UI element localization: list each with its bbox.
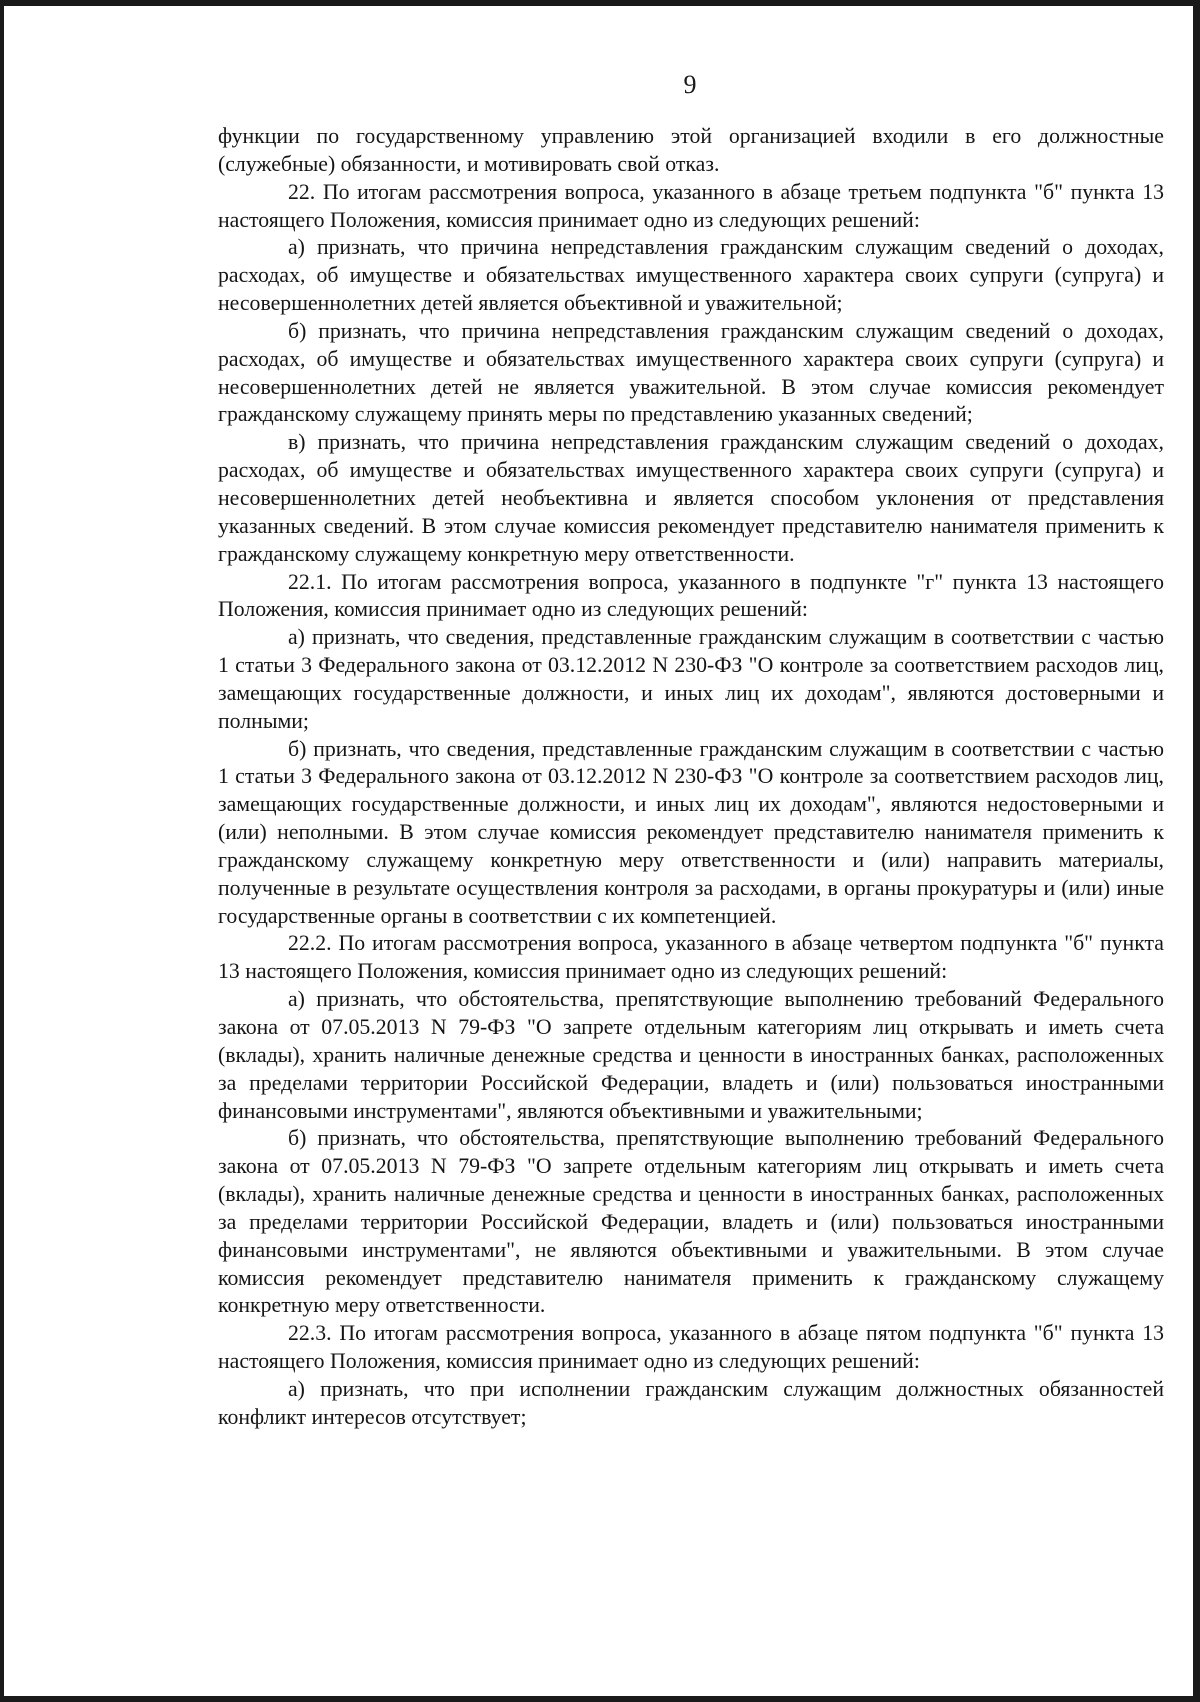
paragraph-clause-22: 22. По итогам рассмотрения вопроса, указанного в абзаце третьем подпункта "б" пункта 13 настоящего Положения, комиссия принимает одно из следующих решений: bbox=[218, 179, 1164, 232]
scan-border-bottom bbox=[0, 1696, 1200, 1702]
paragraph-clause-22-2-b: б) признать, что обстоятельства, препятствующие выполнению требований Федерального закона от 07.05.2013 N 79-ФЗ "О запрете отдельным категориям лиц открывать и иметь счета (вклады), хранить наличные денежные средства и ценности в иностранных банках, расположенных за пределами территории Российской Федерации, владеть и (или) пользоваться иностранными финансовыми инструментами", не являются объективными и уважительными. В этом случае комиссия рекомендует представителю нанимателя применить к гражданскому служащему конкретную меру ответственности. bbox=[218, 1126, 1164, 1318]
paragraph-clause-22-3: 22.3. По итогам рассмотрения вопроса, указанного в абзаце пятом подпункта "б" пункта 13 настоящего Положения, комиссия принимает одно из следующих решений: bbox=[218, 1321, 1164, 1374]
paragraph-clause-22-v: в) признать, что причина непредставления гражданским служащим сведений о доходах, расходах, об имуществе и обязательствах имущественного характера своих супруги (супруга) и несовершеннолетних детей необъективна и является способом уклонения от представления указанных сведений. В этом случае комиссия рекомендует представителю нанимателя применить к гражданскому служащему конкретную меру ответственности. bbox=[218, 430, 1164, 566]
scan-border-top bbox=[0, 0, 1200, 6]
paragraph-clause-22-1: 22.1. По итогам рассмотрения вопроса, указанного в подпункте "г" пункта 13 настоящего Положения, комиссия принимает одно из следующих решений: bbox=[218, 569, 1164, 622]
paragraph-continuation: функции по государственному управлению этой организацией входили в его должностные (служебные) обязанности, и мотивировать свой отказ. bbox=[218, 124, 1164, 176]
paragraph-clause-22-a: а) признать, что причина непредставления гражданским служащим сведений о доходах, расходах, об имуществе и обязательствах имущественного характера своих супруги (супруга) и несовершеннолетних детей является объективной и уважительной; bbox=[218, 235, 1164, 316]
paragraph-clause-22-b: б) признать, что причина непредставления гражданским служащим сведений о доходах, расходах, об имуществе и обязательствах имущественного характера своих супруги (супруга) и несовершеннолетних детей не является уважительной. В этом случае комиссия рекомендует гражданскому служащему принять меры по представлению указанных сведений; bbox=[218, 318, 1164, 427]
paragraph-clause-22-2: 22.2. По итогам рассмотрения вопроса, указанного в абзаце четвертом подпункта "б" пункта 13 настоящего Положения, комиссия принимает одно из следующих решений: bbox=[218, 931, 1164, 984]
page-number: 9 bbox=[683, 70, 697, 99]
paragraph-clause-22-1-b: б) признать, что сведения, представленные гражданским служащим в соответствии с частью 1 статьи 3 Федерального закона от 03.12.2012 N 230-ФЗ "О контроле за соответствием расходов лиц, замещающих государственные должности, и иных лиц их доходам", являются недостоверными и (или) неполными. В этом случае комиссия рекомендует представителю нанимателя применить к гражданскому служащему конкретную меру ответственности и (или) направить материалы, полученные в результате осуществления контроля за расходами, в органы прокуратуры и (или) иные государственные органы в соответствии с их компетенцией. bbox=[218, 736, 1164, 928]
paragraph-clause-22-2-a: а) признать, что обстоятельства, препятствующие выполнению требований Федерального закона от 07.05.2013 N 79-ФЗ "О запрете отдельным категориям лиц открывать и иметь счета (вклады), хранить наличные денежные средства и ценности в иностранных банках, расположенных за пределами территории Российской Федерации, владеть и (или) пользоваться иностранными финансовыми инструментами", являются объективными и уважительными; bbox=[218, 987, 1164, 1123]
scan-border-right bbox=[1193, 0, 1200, 1702]
document-body bbox=[218, 123, 1164, 1432]
scan-border-left bbox=[0, 0, 4, 1702]
paragraph-clause-22-3-a: а) признать, что при исполнении гражданским служащим должностных обязанностей конфликт интересов отсутствует; bbox=[218, 1376, 1164, 1429]
paragraph-clause-22-1-a: а) признать, что сведения, представленные гражданским служащим в соответствии с частью 1 статьи 3 Федерального закона от 03.12.2012 N 230-ФЗ "О контроле за соответствием расходов лиц, замещающих государственные должности, и иных лиц их доходам", являются достоверными и полными; bbox=[218, 625, 1164, 733]
